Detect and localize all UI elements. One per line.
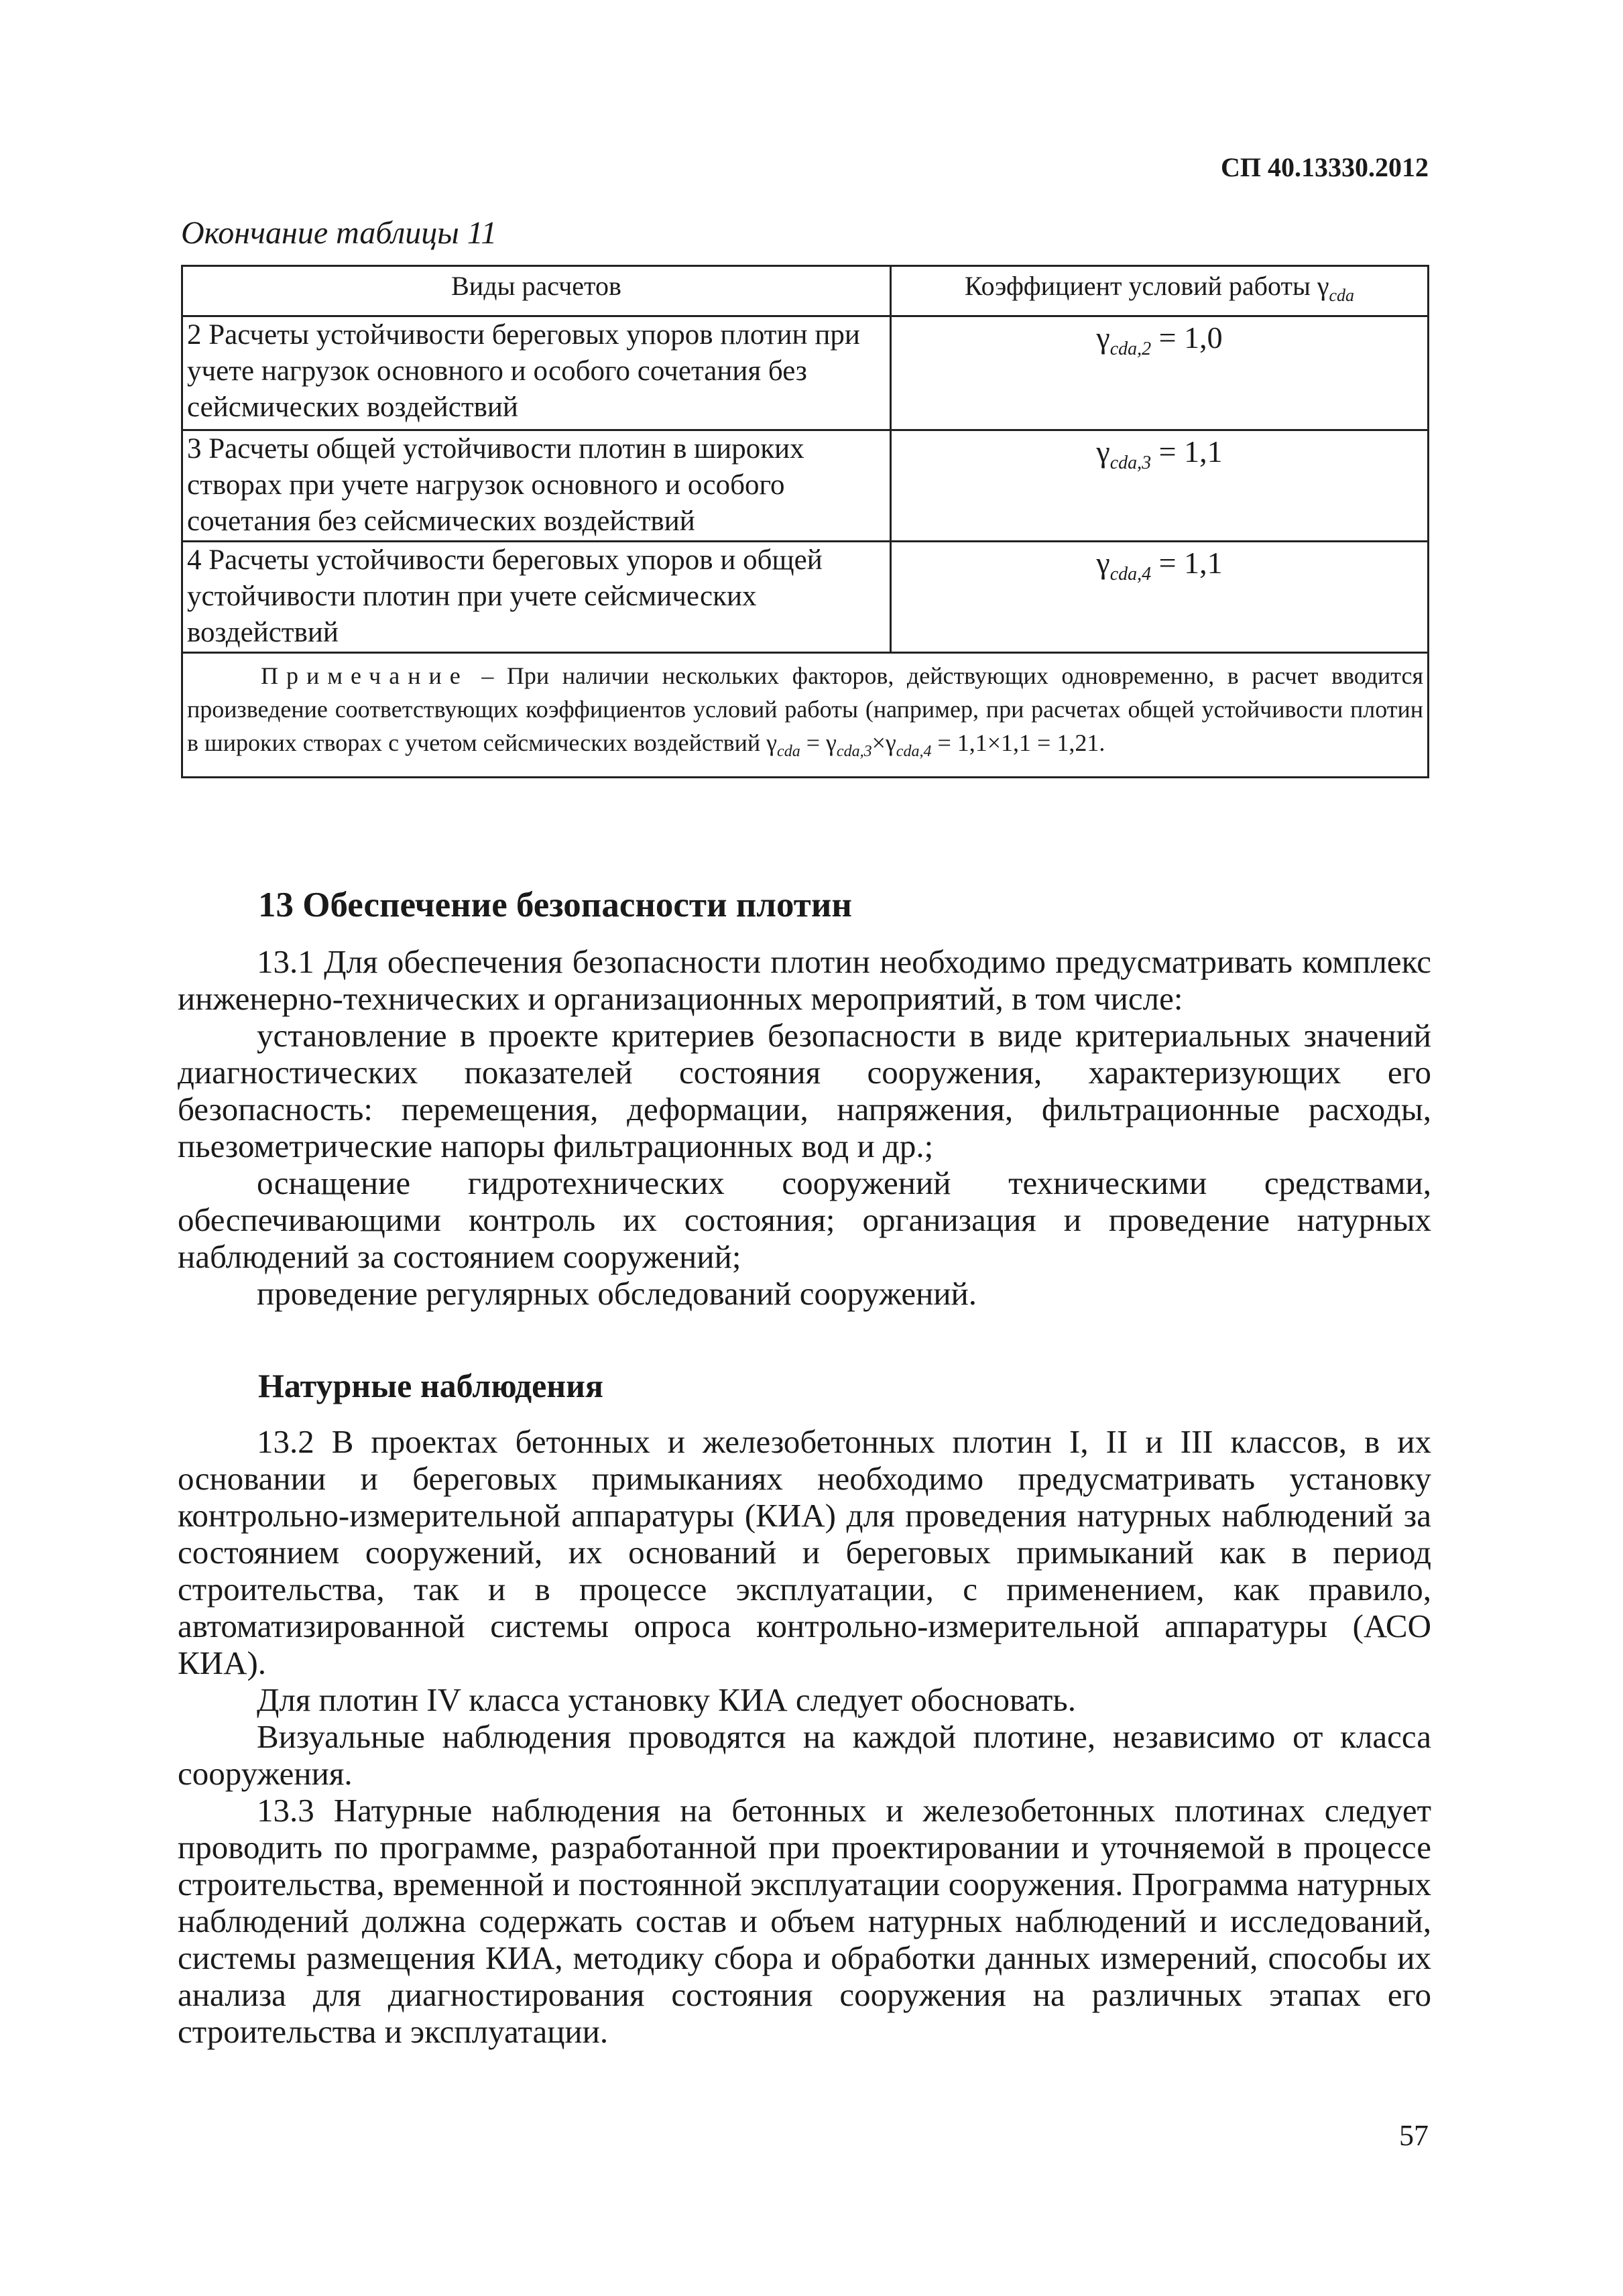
document-code: СП 40.13330.2012: [1221, 152, 1429, 182]
paragraph-class-iv: Для плотин IV класса установку КИА следует обосновать.: [257, 1681, 1077, 1718]
coefficient-table: [181, 265, 1429, 778]
coefficient-cell: $\gamma_{cda,4} = 1,1$: [891, 542, 1429, 653]
page-number: 57: [1399, 2119, 1429, 2152]
calc-type-cell: 4 Расчеты устойчивости береговых упоров и общей устойчивости плотин при учете сейсмических воздействий: [182, 542, 891, 653]
table-header-row: [182, 266, 1429, 316]
paragraph-13-2: 13.2 В проектах бетонных и железобетонных плотин I, II и III классов, в их основании и береговых примыканиях необходимо предусматривать установку контрольно-измерительной аппаратуры (КИА) для проведения натурных наблюдений за состоянием сооружений, их оснований и береговых примыканий как в период строительства, так и в процессе эксплуатации, с применением, как правило, автоматизированной системы опроса контрольно-измерительной аппаратуры (АСО КИА).: [178, 1423, 1431, 1681]
calc-type-cell: 2 Расчеты устойчивости береговых упоров плотин при учете нагрузок основного и особого сочетания без сейсмических воздействий: [182, 316, 891, 430]
paragraph-13-3: 13.3 Натурные наблюдения на бетонных и железобетонных плотинах следует проводить по программе, разработанной при проектировании и уточняемой в процессе строительства, временной и постоянной эксплуатации сооружения. Программа натурных наблюдений должна содержать состав и объем натурных наблюдений и исследований, системы размещения КИА, методику сбора и обработки данных измерений, способы их анализа для диагностирования состояния сооружения на различных этапах его строительства и эксплуатации.: [178, 1792, 1431, 2050]
col-header-calc-types: Виды расчетов: [182, 266, 891, 316]
note-heading: Примечание: [261, 662, 469, 689]
subsection-title: Натурные наблюдения: [258, 1367, 603, 1404]
section-13-1-body: [178, 943, 1431, 1312]
coefficient-cell: $\gamma_{cda,2} = 1,0$: [891, 316, 1429, 430]
section-title: 13 Обеспечение безопасности плотин: [258, 886, 852, 924]
note-text: – При наличии нескольких факторов, действующих одновременно, в расчет вводится произведение соответствующих коэффициентов условий работы (например, при расчетах общей устойчивости плотин в широких створах с учетом сейсмических воздействий: [187, 662, 1424, 756]
list-item: проведение регулярных обследований сооружений.: [257, 1275, 977, 1312]
paragraph-13-1: 13.1 Для обеспечения безопасности плотин необходимо предусматривать комплекс инженерно-технических и организационных мероприятий, в том числе:: [178, 943, 1431, 1017]
table-row: [182, 316, 1429, 430]
list-item: оснащение гидротехнических сооружений техническими средствами, обеспечивающими контроль их состояния; организация и проведение натурных наблюдений за состоянием сооружений;: [178, 1164, 1431, 1275]
col-header-coefficient: Коэффициент условий работы $\gamma_{cda}$: [891, 266, 1429, 316]
section-13-2-body: [178, 1423, 1431, 2050]
list-item: установление в проекте критериев безопасности в виде критериальных значений диагностических показателей состояния сооружения, характеризующих его безопасность: перемещения, деформации, напряжения, фильтрационные расходы, пьезометрические напоры фильтрационных вод и др.;: [178, 1017, 1431, 1164]
note-formula: $\gamma_{cda} = \gamma_{cda,3}\times\gamma_{cda,4} = 1,1\times 1,1 = 1,21$.: [766, 729, 1105, 761]
table-row: [182, 430, 1429, 542]
coefficient-cell: $\gamma_{cda,3} = 1,1$: [891, 430, 1429, 542]
table-note-row: [182, 653, 1429, 778]
table-note: [182, 653, 1429, 778]
table-row: [182, 542, 1429, 653]
calc-type-cell: 3 Расчеты общей устойчивости плотин в широких створах при учете нагрузок основного и особого сочетания без сейсмических воздействий: [182, 430, 891, 542]
table-caption: Окончание таблицы 11: [181, 215, 497, 251]
paragraph-visual: Визуальные наблюдения проводятся на каждой плотине, независимо от класса сооружения.: [178, 1718, 1431, 1792]
